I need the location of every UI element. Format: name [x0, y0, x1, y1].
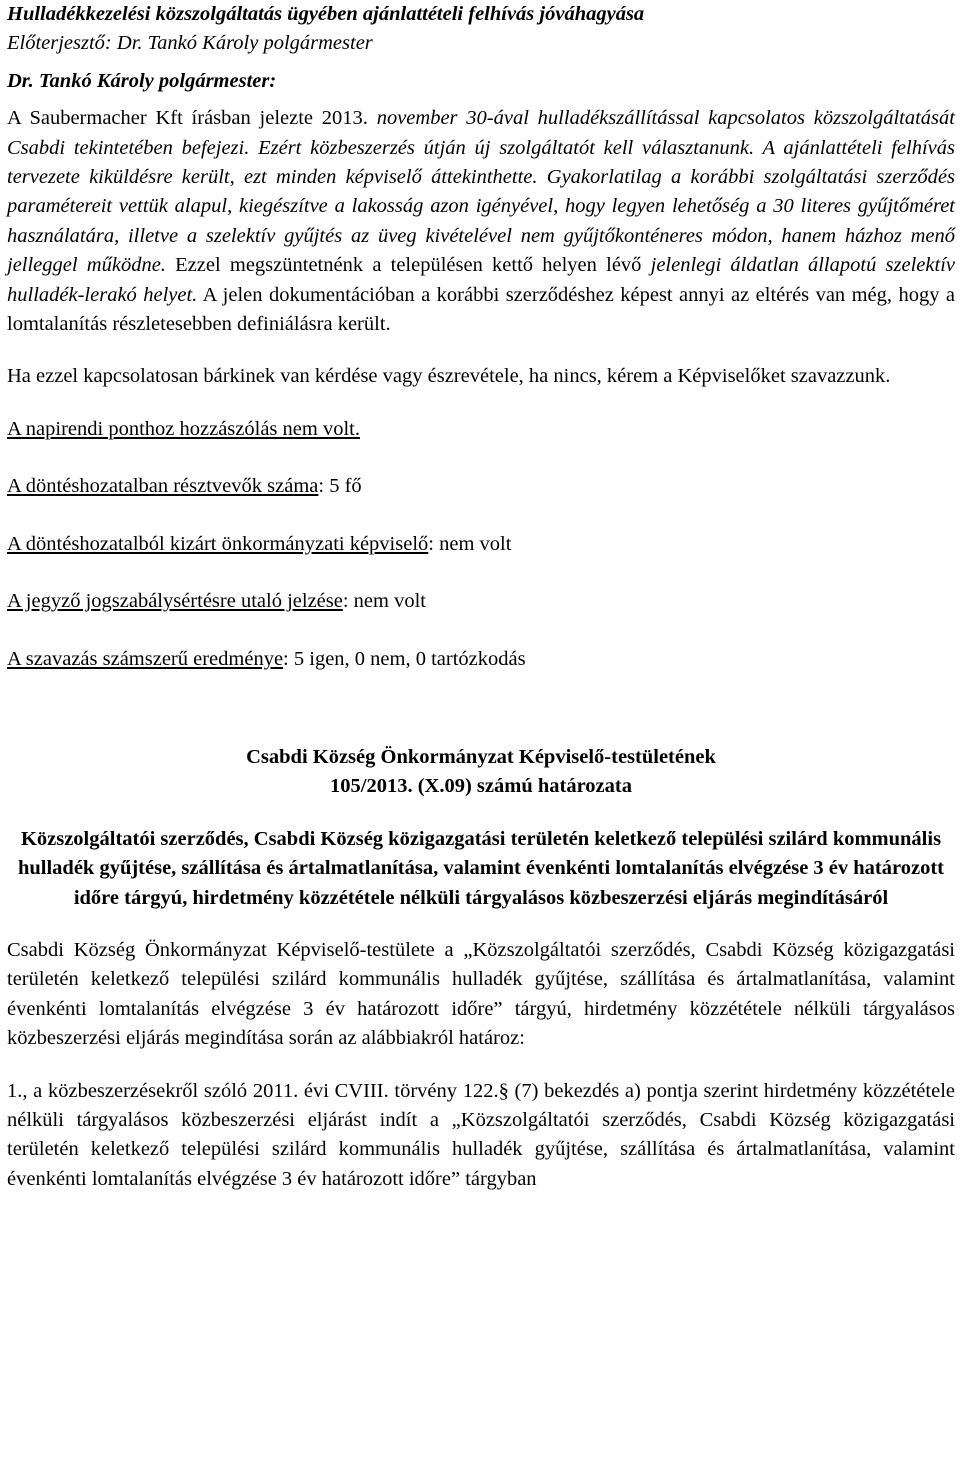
resolution-decision: Csabdi Község Önkormányzat Képviselő-testülete a „Közszolgáltatói szerződés, Csabdi Község közigazgatási területén keletkező települési szilárd kommunális hulladék gyűjtése, szállítása és ártalmatlanítása, valamint évenkénti lomtalanítás elvégzése 3 év határozott időre” tárgyú, hirdetmény közzététele nélküli tárgyalásos közbeszerzési eljárás megindítása során az alábbiakról határoz: [7, 938, 955, 1050]
agenda-title: Hulladékkezelési közszolgáltatás ügyében ajánlattételi felhívás jóváhagyása [7, 3, 645, 25]
speech-text-c: Gyakorlatilag a korábbi szolgáltatási szerződés paramétereit vettük alapul, kiegészítve a lakosság azon igényével, hogy legyen lehetőség a 30 literes gyűjtőméret használatára, illetve a szelektív gyűjtés az üveg kivételével nem gyűjtőkonténeres módon, hanem házhoz menő jelleggel működne. [7, 166, 955, 277]
speech-text-e: jelenlegi áldatlan állapotú szelektív hulladék-lerakó helyet. [7, 254, 955, 306]
speech-text-f: A jelen dokumentációban a korábbi szerződéshez képest annyi az eltérés van még, hogy a lomtalanítás részletesebben definiálásra került. [7, 283, 955, 336]
participants-label: A döntéshozatalban résztvevők száma [7, 475, 319, 498]
speech-closing: Ha ezzel kapcsolatosan bárkinek van kérdése vagy észrevétele, ha nincs, kérem a Képviselőket szavazzunk. [7, 365, 891, 388]
document-page [7, 0, 955, 1194]
notary-line [7, 587, 955, 616]
excluded-line [7, 530, 955, 559]
speech-paragraph [7, 104, 955, 339]
excluded-label: A döntéshozatalból kizárt önkormányzati képviselő [7, 532, 429, 555]
speech-text-a: A Saubermacher Kft írásban jelezte 2013. [7, 107, 377, 130]
speech-text-b: november 30-ával hulladékszállítással kapcsolatos közszolgáltatását Csabdi tekintetében befejezi. Ezért közbeszerzés útján új szolgáltatót kell választanunk. A ajánlattételi felhívás tervezete kiküldésre került, ezt minden képviselő áttekinthette. [7, 107, 955, 189]
vote-value: : 5 igen, 0 nem, 0 tartózkodás [283, 647, 526, 670]
speaker-name: Dr. Tankó Károly polgármester: [7, 69, 277, 92]
notary-label: A jegyző jogszabálysértésre utaló jelzése [7, 590, 343, 613]
participants-line [7, 472, 955, 501]
resolution-subject: Közszolgáltatói szerződés, Csabdi Község közigazgatási területén keletkező települési szilárd kommunális hulladék gyűjtése, szállítása és ártalmatlanítása, valamint évenkénti lomtalanítás elvégzése 3 év határozott időre tárgyú, hirdetmény közzététele nélküli tárgyalásos közbeszerzési eljárás megindításáról [17, 827, 944, 909]
resolution-body: Csabdi Község Önkormányzat Képviselő-testületének [246, 745, 716, 768]
presenter-line: Előterjesztő: Dr. Tankó Károly polgármester [7, 32, 373, 55]
resolution-number: 105/2013. (X.09) számú határozata [330, 775, 632, 798]
vote-label: A szavazás számszerű eredménye [7, 647, 284, 670]
no-comments-text: A napirendi ponthoz hozzászólás nem volt. [7, 417, 360, 440]
no-comments-line [7, 415, 955, 444]
participants-value: : 5 fő [318, 475, 362, 498]
excluded-value: : nem volt [428, 532, 512, 555]
resolution-heading [7, 743, 955, 802]
speech-text-d: Ezzel megszüntetnénk a településen kettő helyen lévő [165, 254, 651, 277]
notary-value: : nem volt [342, 590, 426, 613]
vote-line [7, 645, 955, 674]
resolution-point-1: 1., a közbeszerzésekről szóló 2011. évi CVIII. törvény 122.§ (7) bekezdés a) pontja szerint hirdetmény közzététele nélküli tárgyalásos közbeszerzési eljárást indít a „Közszolgáltatói szerződés, Csabdi Község közigazgatási területén keletkező települési szilárd kommunális hulladék gyűjtése, szállítása és ártalmatlanítása, valamint évenkénti lomtalanítás elvégzése 3 év határozott időre” tárgyban [7, 1079, 955, 1190]
